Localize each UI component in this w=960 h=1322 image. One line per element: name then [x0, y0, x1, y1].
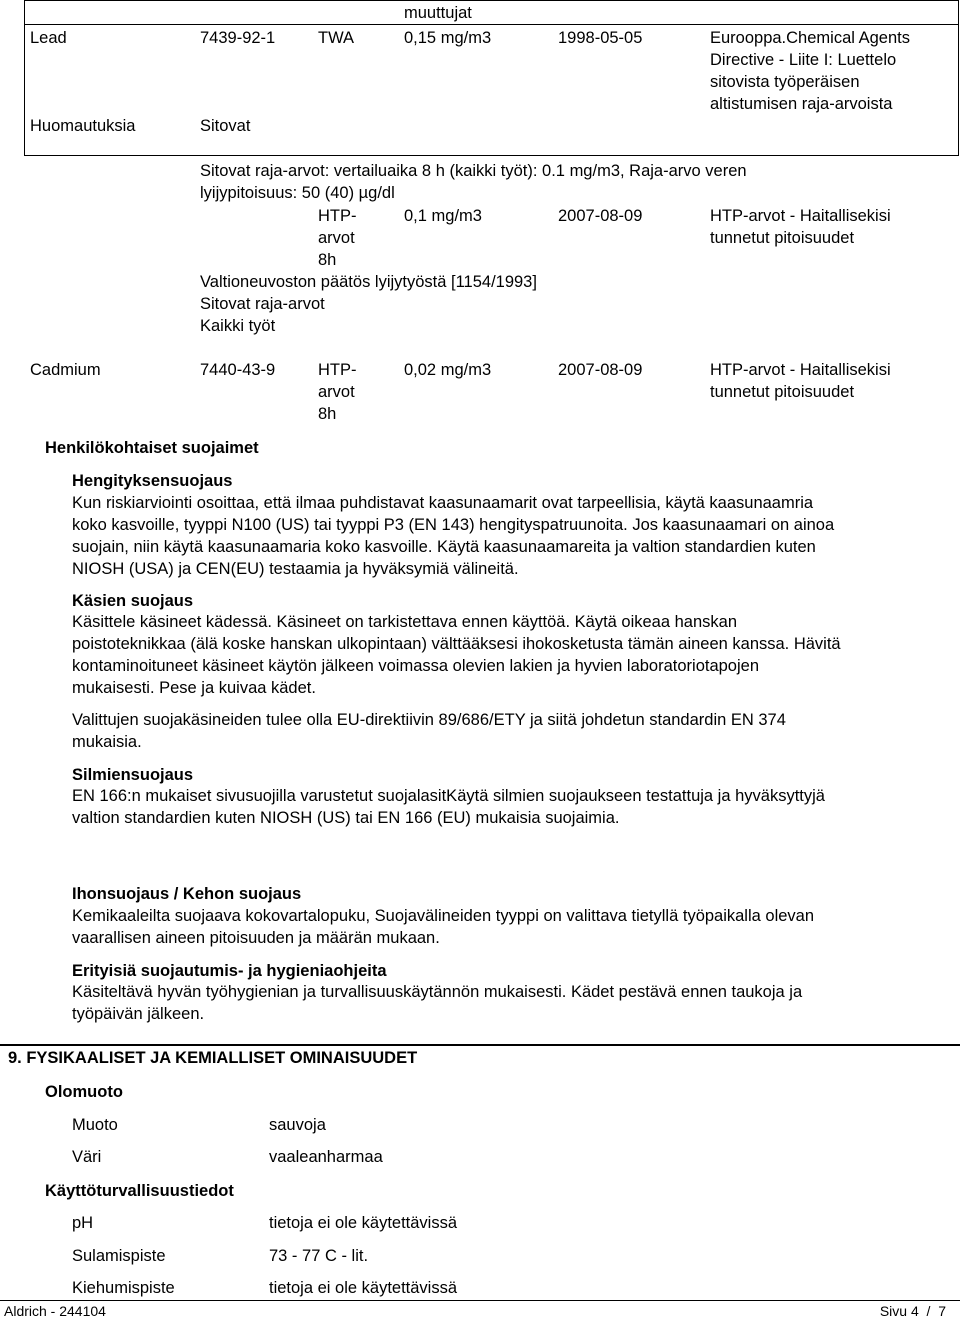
eyes-text: EN 166:n mukaiset sivusuojilla varustetut suojalasitKäytä silmien suojaukseen testattuja ja hyväksyttyjä valtion standardien kuten NIOSH (US) tai EN 166 (EU) mukaisia suojaimia.	[72, 787, 825, 827]
header-cell: muuttujat	[404, 4, 472, 22]
ph-value: tietoja ei ole käytettävissä	[269, 1214, 458, 1232]
htp-basis-lead: HTP-arvot - Haitallisekisi tunnetut pitoisuudet	[710, 207, 891, 247]
substance-name-lead: Lead	[30, 29, 67, 47]
ppe-heading: Henkilökohtaiset suojaimet	[45, 439, 259, 457]
hygiene-heading: Erityisiä suojautumis- ja hygieniaohjeita	[72, 962, 387, 980]
cas-number-lead: 7439-92-1	[200, 29, 276, 47]
hands-standard-text: Valittujen suojakäsineiden tulee olla EU-direktiivin 89/686/ETY ja siitä johdetun standardin EN 374 mukaisia.	[72, 711, 786, 751]
section-9-title: 9. FYSIKAALISET JA KEMIALLISET OMINAISUUDET	[8, 1049, 418, 1067]
hygiene-text: Käsiteltävä hyvän työhygienian ja turvallisuuskäytännön mukaisesti. Kädet pestävä ennen taukoja ja työpäivän jälkeen.	[72, 983, 803, 1023]
basis-lead: Eurooppa.Chemical Agents Directive - Liite I: Luettelo sitovista työperäisen altistumisen raja-arvoista	[710, 29, 910, 113]
melting-point-label: Sulamispiste	[72, 1247, 166, 1265]
appearance-heading: Olomuoto	[45, 1083, 123, 1101]
hands-text: Käsittele käsineet kädessä. Käsineet on tarkistettava ennen käyttöä. Käytä oikeaa hanskan poistoteknikkaa (älä koske hanskan ulkopintaan) välttääksesi ihokosketusta tämän aineen kanssa. Hävitä kontaminoituneet käsineet käytön jälkeen voimassa olevien lakien ja hyvien laboratoriotapojen mukaisesti. Pese ja kuivaa kädet.	[72, 613, 841, 697]
boiling-point-label: Kiehumispiste	[72, 1279, 175, 1297]
remarks-label: Huomautuksia	[30, 117, 136, 135]
form-label: Muoto	[72, 1116, 118, 1134]
date-cadmium: 2007-08-09	[558, 361, 643, 379]
htp-value-lead: 0,1 mg/m3	[404, 207, 482, 225]
boiling-point-value: tietoja ei ole käytettävissä	[269, 1279, 458, 1297]
value-type-lead: TWA	[318, 29, 355, 47]
respiratory-heading: Hengityksensuojaus	[72, 472, 233, 490]
substance-name-cadmium: Cadmium	[30, 361, 101, 379]
binding-limit-note: Sitovat raja-arvot: vertailuaika 8 h (kaikki työt): 0.1 mg/m3, Raja-arvo veren lyijypitoisuus: 50 (40) µg/dl	[200, 162, 747, 202]
melting-point-value: 73 - 77 C - lit.	[269, 1247, 369, 1265]
cas-number-cadmium: 7440-43-9	[200, 361, 276, 379]
footer-page-number: Sivu 4 / 7	[879, 1303, 946, 1319]
skin-heading: Ihonsuojaus / Kehon suojaus	[72, 885, 302, 903]
htp-type-lead: HTP- arvot 8h	[318, 207, 357, 269]
hands-heading: Käsien suojaus	[72, 592, 194, 610]
respiratory-text: Kun riskiarviointi osoittaa, että ilmaa puhdistavat kaasunaamarit ovat tarpeellisia, käytä kaasunaamria koko kasvoille, tyyppi N100 (US) tai tyyppi P3 (EN 143) hengityspatruunoita. Jos kaasunaamari on ainoa suojain, niin käytä kaasunaamaria koko kasvoille. Käytä kaasunaamareita ja valtion standardien kuten NIOSH (USA) ja CEN(EU) testaamia ja hyväksymiä välineitä.	[72, 494, 835, 578]
limit-value-cadmium: 0,02 mg/m3	[404, 361, 492, 379]
color-label: Väri	[72, 1148, 102, 1166]
safety-data-heading: Käyttöturvallisuustiedot	[45, 1182, 234, 1200]
decision-reference: Valtioneuvoston päätös lyijytyöstä [1154/1993] Sitovat raja-arvot Kaikki työt	[200, 273, 537, 335]
date-lead: 1998-05-05	[558, 29, 643, 47]
remarks-value: Sitovat	[200, 117, 251, 135]
skin-text: Kemikaaleilta suojaava kokovartalopuku, Suojavälineiden tyyppi on valittava tietyllä työpaikalla olevan vaarallisen aineen pitoisuuden ja määrän mukaan.	[72, 907, 815, 947]
limit-value-lead: 0,15 mg/m3	[404, 29, 492, 47]
form-value: sauvoja	[269, 1116, 326, 1134]
htp-type-cadmium: HTP- arvot 8h	[318, 361, 357, 423]
eyes-heading: Silmiensuojaus	[72, 766, 194, 784]
color-value: vaaleanharmaa	[269, 1148, 383, 1166]
ph-label: pH	[72, 1214, 94, 1232]
footer-product-code: Aldrich - 244104	[4, 1303, 106, 1319]
htp-date-lead: 2007-08-09	[558, 207, 643, 225]
basis-cadmium: HTP-arvot - Haitallisekisi tunnetut pitoisuudet	[710, 361, 891, 401]
